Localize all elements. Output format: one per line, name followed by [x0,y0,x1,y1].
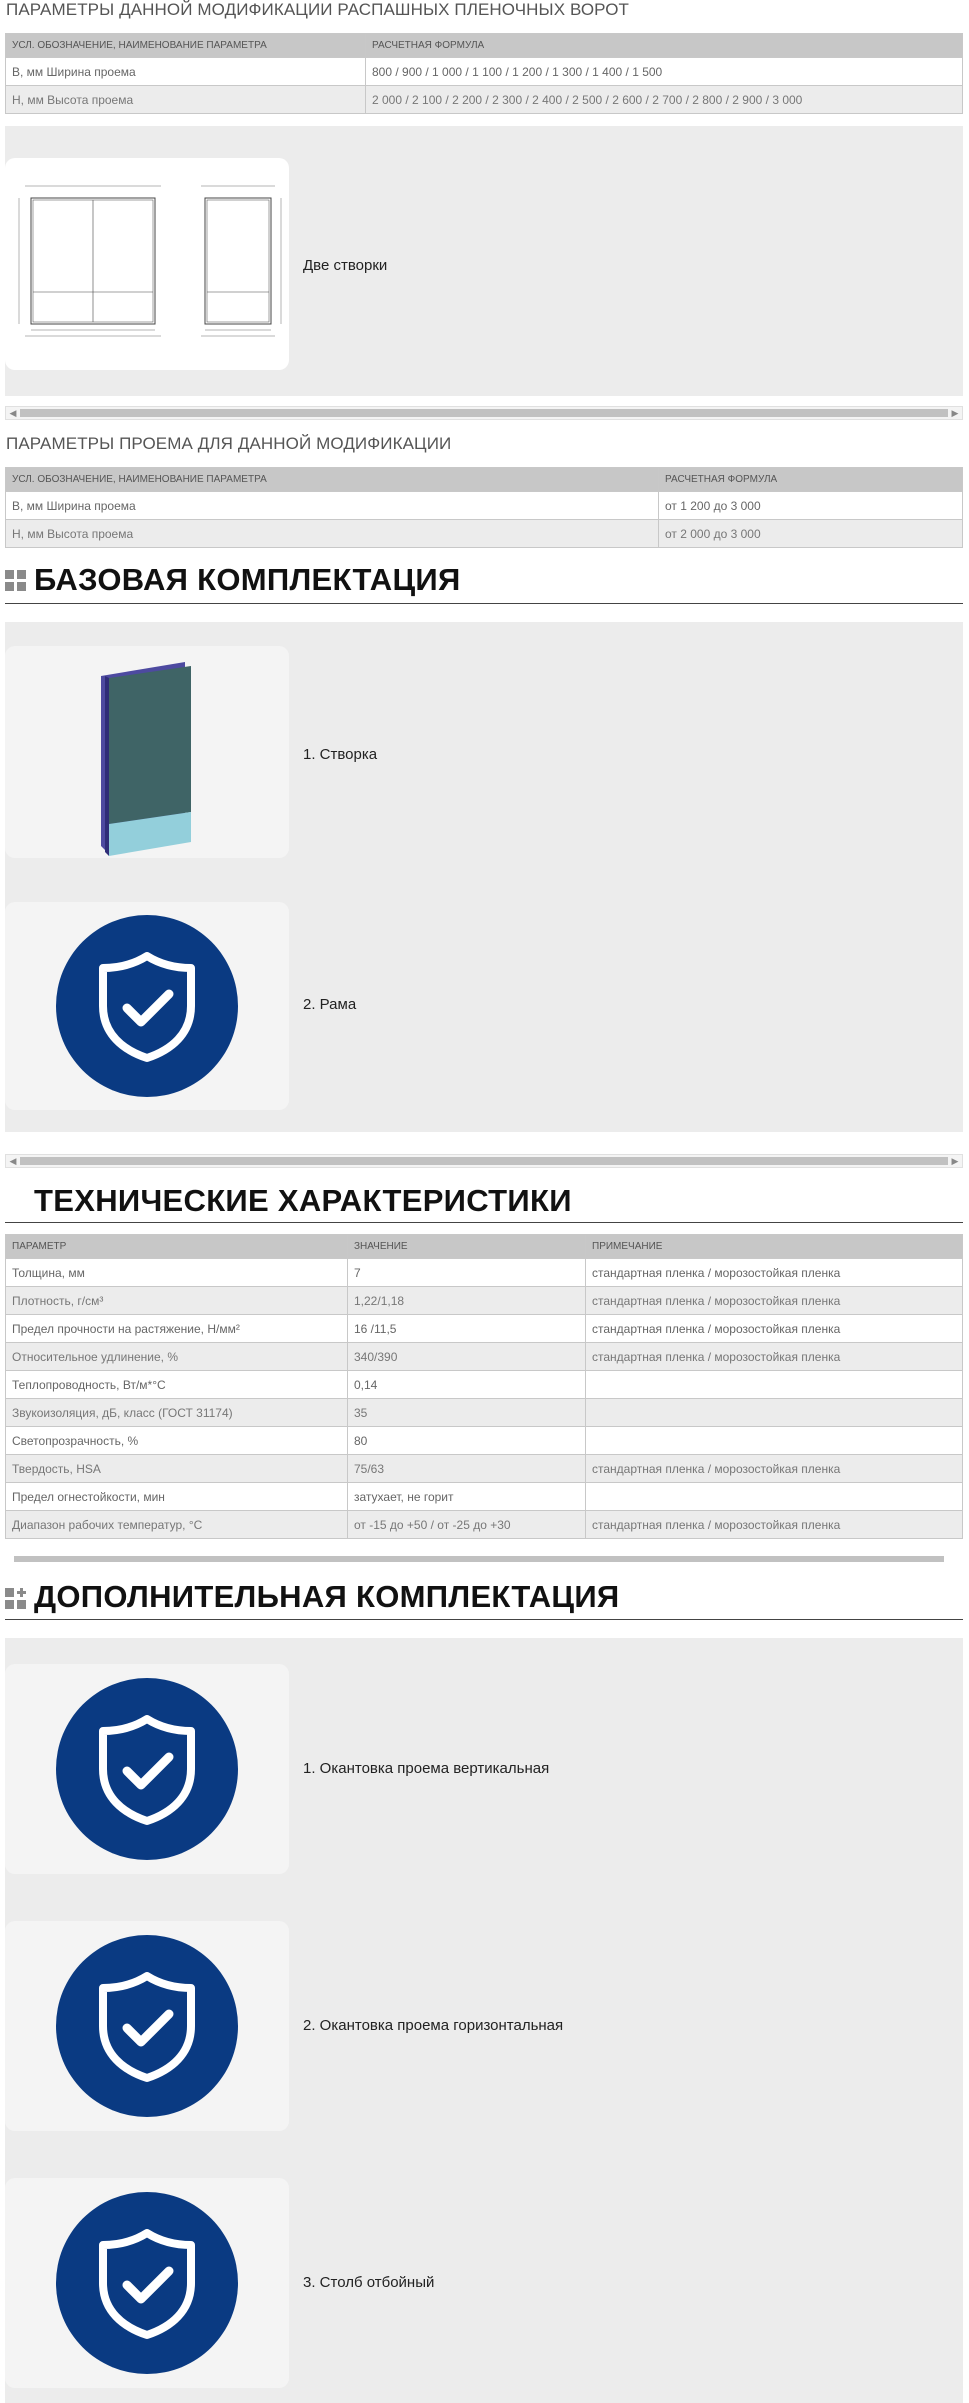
item-card[interactable] [5,1921,289,2131]
shield-check-icon [56,915,238,1097]
table-cell: Относительное удлинение, % [6,1343,348,1371]
heading-rule [5,1619,963,1620]
item-label: 2. Рама [303,996,357,1013]
table-header: УСЛ. ОБОЗНАЧЕНИЕ, НАИМЕНОВАНИЕ ПАРАМЕТРА [6,34,366,58]
table-cell: 1,22/1,18 [348,1287,586,1315]
table-cell: Теплопроводность, Вт/м*°С [6,1371,348,1399]
table-row [6,1455,963,1483]
scrollbar-thumb[interactable] [20,1157,948,1165]
table-row [6,86,963,114]
item-card[interactable] [5,1664,289,1874]
table-cell: стандартная пленка / морозостойкая пленка [586,1287,963,1315]
table-cell: стандартная пленка / морозостойкая пленка [586,1455,963,1483]
section-title-opening: ПАРАМЕТРЫ ПРОЕМА ДЛЯ ДАННОЙ МОДИФИКАЦИИ [6,434,452,453]
arrow-left-icon[interactable]: ◀ [9,408,17,418]
arrow-left-icon[interactable]: ◀ [9,1156,17,1166]
diagram-panel [5,126,963,396]
door-leaf-image [5,646,289,858]
table-row [6,1315,963,1343]
table-row [6,1287,963,1315]
table-header: ПРИМЕЧАНИЕ [586,1235,963,1259]
table-row [6,1371,963,1399]
heading-tech-specs: ТЕХНИЧЕСКИЕ ХАРАКТЕРИСТИКИ [34,1183,572,1218]
item-label: 3. Столб отбойный [303,2274,435,2291]
diagram-card[interactable] [5,158,289,370]
table-header: ПАРАМЕТР [6,1235,348,1259]
table-cell [586,1399,963,1427]
extra-equipment-panel [5,1638,963,2403]
table-row [6,1427,963,1455]
table-scroll-thumb[interactable] [14,1556,944,1562]
table-cell: B, мм Ширина проема [6,492,659,520]
item-card-frame[interactable] [5,902,289,1110]
table-row [6,1259,963,1287]
table-cell: 35 [348,1399,586,1427]
table-cell: 2 000 / 2 100 / 2 200 / 2 300 / 2 400 / 2 500 / 2 600 / 2 700 / 2 800 / 2 900 / 3 000 [366,86,963,114]
table-cell: стандартная пленка / морозостойкая пленка [586,1315,963,1343]
table-cell: стандартная пленка / морозостойкая пленка [586,1259,963,1287]
horizontal-scrollbar[interactable] [5,1154,963,1168]
table-cell: 80 [348,1427,586,1455]
table-cell: Толщина, мм [6,1259,348,1287]
section-title-modification: ПАРАМЕТРЫ ДАННОЙ МОДИФИКАЦИИ РАСПАШНЫХ ПЛЕНОЧНЫХ ВОРОТ [6,0,630,19]
table-cell: 800 / 900 / 1 000 / 1 100 / 1 200 / 1 300 / 1 400 / 1 500 [366,58,963,86]
heading-rule [5,603,963,604]
item-card-leaf[interactable] [5,646,289,858]
opening-table [5,467,963,548]
table-cell [586,1371,963,1399]
table-cell: стандартная пленка / морозостойкая пленка [586,1343,963,1371]
shield-check-icon [56,2192,238,2374]
table-row [6,492,963,520]
table-cell: от 2 000 до 3 000 [659,520,963,548]
table-cell: стандартная пленка / морозостойкая пленка [586,1511,963,1539]
table-row [6,520,963,548]
table-row [6,1511,963,1539]
item-label: 1. Створка [303,746,378,763]
item-label: 2. Окантовка проема горизонтальная [303,2017,564,2034]
table-cell: от -15 до +50 / от -25 до +30 [348,1511,586,1539]
table-header: ЗНАЧЕНИЕ [348,1235,586,1259]
table-header: РАСЧЕТНАЯ ФОРМУЛА [659,468,963,492]
horizontal-scrollbar[interactable] [5,406,963,420]
table-cell: Диапазон рабочих температур, °С [6,1511,348,1539]
table-cell [586,1483,963,1511]
table-cell: 75/63 [348,1455,586,1483]
table-row [6,1343,963,1371]
heading-basic-equipment: БАЗОВАЯ КОМПЛЕКТАЦИЯ [34,562,461,597]
tech-specs-table [5,1234,963,1539]
table-cell: Твердость, HSA [6,1455,348,1483]
table-cell: B, мм Ширина проема [6,58,366,86]
table-header: УСЛ. ОБОЗНАЧЕНИЕ, НАИМЕНОВАНИЕ ПАРАМЕТРА [6,468,659,492]
table-cell: затухает, не горит [348,1483,586,1511]
table-cell: 0,14 [348,1371,586,1399]
table-cell [586,1427,963,1455]
table-cell: H, мм Высота проема [6,520,659,548]
grid-squares-icon [5,570,26,591]
item-label: 1. Окантовка проема вертикальная [303,1760,550,1777]
scrollbar-thumb[interactable] [20,409,948,417]
shield-check-icon [56,1935,238,2117]
table-row [6,1483,963,1511]
modification-table [5,33,963,114]
table-cell: Предел прочности на растяжение, Н/мм² [6,1315,348,1343]
table-cell: 16 /11,5 [348,1315,586,1343]
table-cell: Звукоизоляция, дБ, класс (ГОСТ 31174) [6,1399,348,1427]
heading-rule [5,1222,963,1223]
table-cell: Предел огнестойкости, мин [6,1483,348,1511]
grid-plus-icon [5,1588,27,1610]
table-cell: Светопрозрачность, % [6,1427,348,1455]
item-card[interactable] [5,2178,289,2388]
arrow-right-icon[interactable]: ▶ [951,1156,959,1166]
table-row [6,58,963,86]
table-cell: 7 [348,1259,586,1287]
basic-equipment-panel [5,622,963,1132]
heading-extra-equipment: ДОПОЛНИТЕЛЬНАЯ КОМПЛЕКТАЦИЯ [34,1579,620,1614]
table-cell: H, мм Высота проема [6,86,366,114]
arrow-right-icon[interactable]: ▶ [951,408,959,418]
table-header: РАСЧЕТНАЯ ФОРМУЛА [366,34,963,58]
table-cell: Плотность, г/см³ [6,1287,348,1315]
diagram-label: Две створки [303,257,388,274]
table-cell: 340/390 [348,1343,586,1371]
table-cell: от 1 200 до 3 000 [659,492,963,520]
shield-check-icon [56,1678,238,1860]
table-row [6,1399,963,1427]
gate-drawing [5,158,289,370]
